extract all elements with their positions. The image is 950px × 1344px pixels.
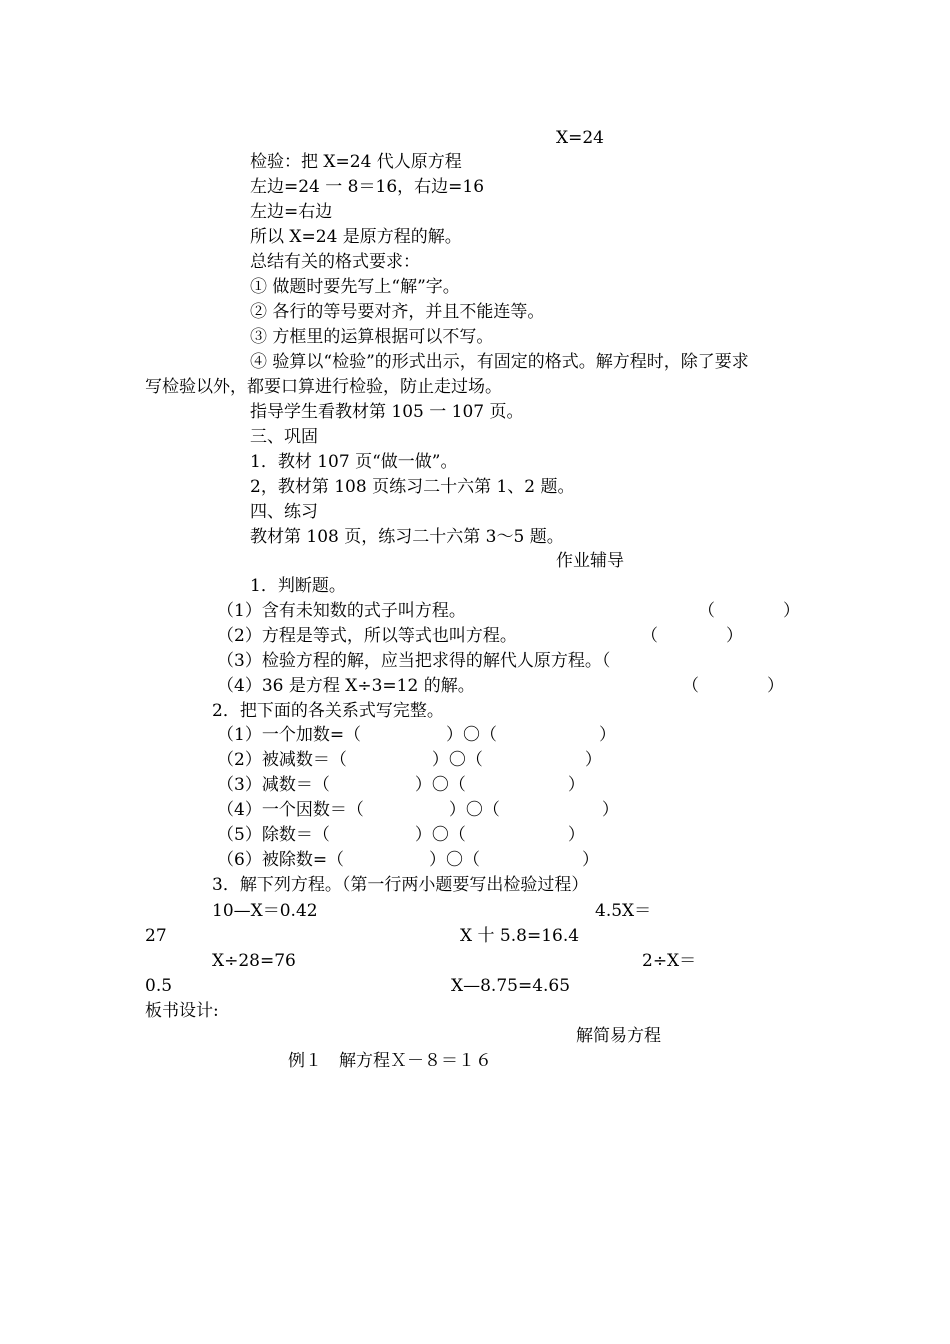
question-1-title: 1．判断题。 [250,576,346,596]
example-1: 例１ 解方程Ｘ－８＝１６ [288,1051,492,1071]
summary-title: 总结有关的格式要求： [250,252,420,272]
check-sides: 左边=24 一 8＝16，右边=16 [250,177,485,197]
question-2-item-3: （3）减数＝（ ）〇（ ） [217,775,585,795]
equation-5-part1: 2÷X＝ [642,951,697,971]
question-2-item-1: （1）一个加数=（ ）〇（ ） [217,725,617,745]
equation-4: X÷28=76 [212,951,296,971]
board-title: 解简易方程 [576,1026,661,1046]
section-4-item-1: 教材第 108 页，练习二十六第 3～5 题。 [250,527,564,547]
guide-text: 指导学生看教材第 105 一 107 页。 [250,402,524,422]
requirement-3: ③ 方框里的运算根据可以不写。 [250,327,494,347]
question-1-item-1: （1）含有未知数的式子叫方程。 [217,601,466,621]
question-2-title: 2．把下面的各关系式写完整。 [212,701,444,721]
requirement-1: ① 做题时要先写上“解”字。 [250,277,460,297]
section-3-item-2: 2，教材第 108 页练习二十六第 1、2 题。 [250,477,575,497]
check-equal: 左边=右边 [250,202,333,222]
equation-6: X—8.75=4.65 [451,976,571,996]
equation-2-part2: 27 [145,926,167,946]
question-1-item-3: （3）检验方程的解，应当把求得的解代人原方程。（ [217,651,611,671]
question-2-item-5: （5）除数＝（ ）〇（ ） [217,825,585,845]
question-2-item-4: （4）一个因数＝（ ）〇（ ） [217,800,619,820]
equation-result: X=24 [556,128,604,148]
requirement-4-line1: ④ 验算以“检验”的形式出示，有固定的格式。解方程时，除了要求 [250,352,749,372]
answer-paren-4: （ ） [682,676,784,696]
section-4-heading: 四、练习 [250,502,318,522]
question-3-title: 3．解下列方程。（第一行两小题要写出检验过程） [212,875,589,895]
equation-2-part1: 4.5X＝ [595,901,652,921]
question-2-item-6: （6）被除数=（ ）〇（ ） [217,850,600,870]
question-2-item-2: （2）被减数＝（ ）〇（ ） [217,750,602,770]
question-1-item-4: （4）36 是方程 X÷3=12 的解。 [217,676,475,696]
section-3-item-1: 1．教材 107 页“做一做”。 [250,452,458,472]
question-1-item-2: （2）方程是等式，所以等式也叫方程。 [217,626,517,646]
section-3-heading: 三、巩固 [250,427,318,447]
equation-5-part2: 0.5 [145,976,173,996]
homework-title: 作业辅导 [556,551,624,571]
requirement-2: ② 各行的等号要对齐，并且不能连等。 [250,302,545,322]
board-design-label: 板书设计: [145,1001,219,1021]
answer-paren-1: （ ） [698,601,800,621]
answer-paren-2: （ ） [641,626,743,646]
check-title: 检验：把 X=24 代人原方程 [250,152,462,172]
equation-3: X 十 5.8=16.4 [460,926,580,946]
requirement-4-line2: 写检验以外，都要口算进行检验，防止走过场。 [145,377,502,397]
equation-1: 10—X＝0.42 [212,901,318,921]
check-conclusion: 所以 X=24 是原方程的解。 [250,227,462,247]
